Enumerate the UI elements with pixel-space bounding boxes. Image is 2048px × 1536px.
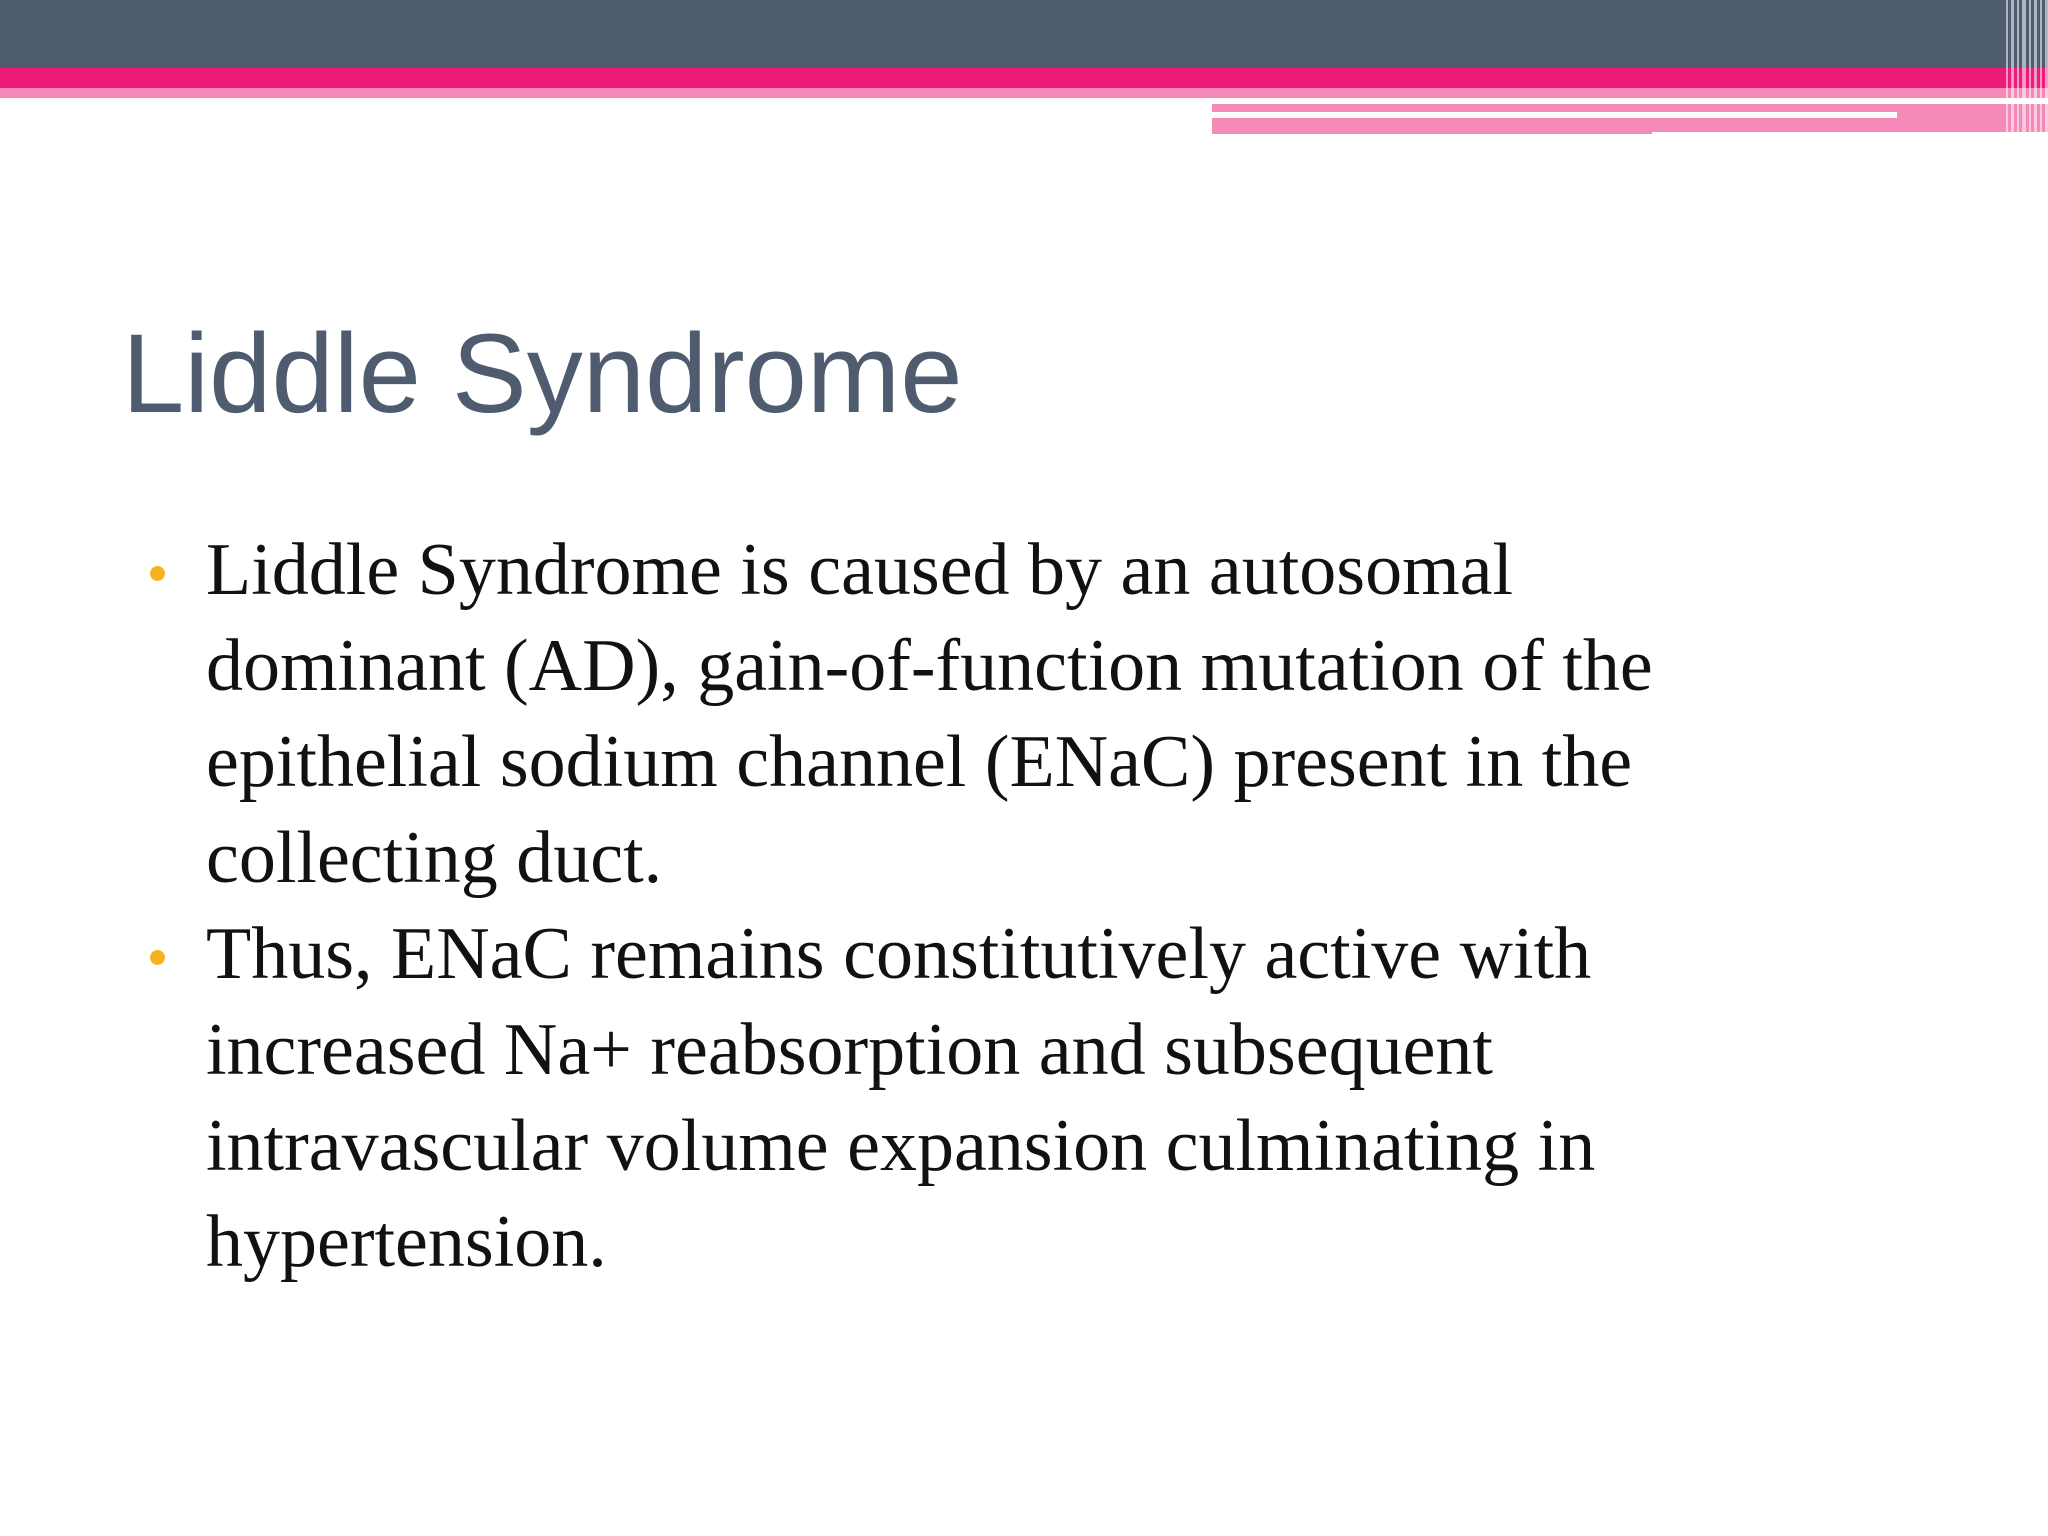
accent-stripe: [0, 68, 2048, 88]
decorative-line: [1212, 98, 2048, 104]
edge-stripes: [1984, 0, 2048, 138]
bullet-dot-icon: [150, 566, 165, 581]
bullet-text-line: Thus, ENaC remains constitutively active with: [206, 913, 1592, 995]
decorative-line: [1212, 112, 1897, 118]
bullet-item: [148, 906, 1948, 1290]
bullet-text-line: collecting duct.: [206, 817, 663, 899]
bullet-dot-icon: [150, 950, 165, 965]
bullet-list: [148, 522, 1948, 1290]
bullet-text-line: Liddle Syndrome is caused by an autosomal: [206, 529, 1514, 611]
bullet-text-line: dominant (AD), gain-of-function mutation of the: [206, 625, 1653, 707]
bullet-text-line: increased Na+ reabsorption and subsequent: [206, 1009, 1493, 1091]
bullet-text-line: hypertension.: [206, 1201, 607, 1283]
accent-block-right: [1212, 88, 2048, 134]
accent-stripe-light: [0, 88, 1212, 98]
slide-title: Liddle Syndrome: [122, 311, 963, 436]
bullet-text-line: epithelial sodium channel (ENaC) present in the: [206, 721, 1633, 803]
bullet-text-line: intravascular volume expansion culminating in: [206, 1105, 1596, 1187]
header-band: [0, 0, 2048, 68]
bullet-item: [148, 522, 1948, 906]
